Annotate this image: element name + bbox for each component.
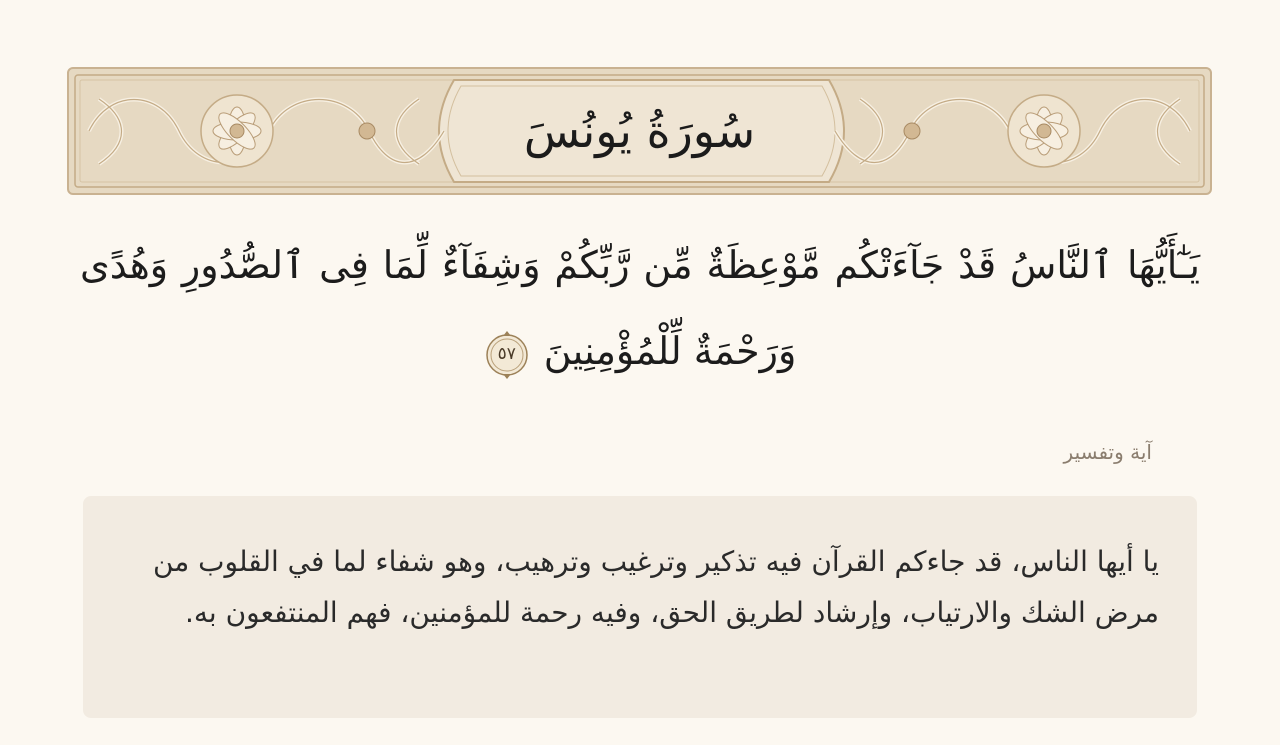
ayah-line-end [80, 308, 1200, 394]
surah-title: سُورَةُ يُونُسَ [523, 104, 756, 158]
tafsir-card [83, 496, 1197, 718]
ayah-number-marker [484, 329, 530, 381]
ayah-line: يَـٰٓأَيُّهَا ٱلنَّاسُ قَدْ جَآءَتْكُم مَّوْعِظَةٌ مِّن رَّبِّكُمْ وَشِفَآءٌ لِّمَا فِى ٱلصُّدُورِ وَهُدًى [80, 243, 1200, 287]
ayah-text[interactable] [80, 222, 1200, 394]
ayah-number: ٥٧ [497, 343, 516, 364]
surah-header-banner [67, 67, 1212, 195]
ayah-line: وَرَحْمَةٌ لِّلْمُؤْمِنِينَ [543, 329, 797, 373]
tafsir-text: يا أيها الناس، قد جاءكم القرآن فيه تذكير وترغيب وترهيب، وهو شفاء لما في القلوب من مرض الشك والارتياب، وإرشاد لطريق الحق، وفيه رحمة للمؤمنين، فهم المنتفعون به. [152, 545, 1159, 629]
section-label: آية وتفسير [1063, 440, 1152, 464]
